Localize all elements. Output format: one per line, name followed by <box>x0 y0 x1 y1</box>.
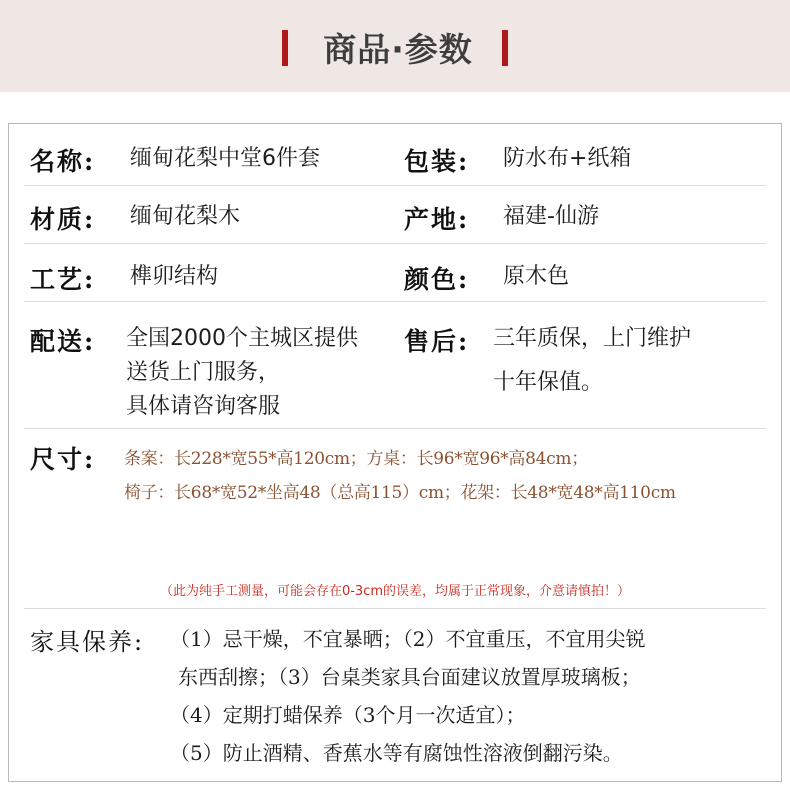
care-line: （5）防止酒精、香蕉水等有腐蚀性溶液倒翻污染。 <box>170 741 623 765</box>
care-line: 东西刮擦；（3）台桌类家具台面建议放置厚玻璃板； <box>178 665 641 689</box>
size-line: 条案：长228*宽55*高120cm；方桌：长96*宽96*高84cm； <box>124 449 588 469</box>
craft-label: 工艺: <box>30 265 96 294</box>
page-title: 商品·参数 <box>323 30 473 69</box>
name-label: 名称: <box>30 147 96 176</box>
after-sales-line: 三年质保，上门维护 <box>493 326 692 351</box>
measurement-note: （此为纯手工测量，可能会存在0-3cm的误差，均属于正常现象，介意请慎拍！） <box>159 584 631 599</box>
row-divider <box>24 301 766 302</box>
header-banner <box>0 0 790 92</box>
size-label: 尺寸: <box>30 445 96 474</box>
after-sales-line: 十年保值。 <box>493 370 604 395</box>
origin-label: 产地: <box>404 205 470 234</box>
care-line: （1）忌干燥，不宜暴晒；（2）不宜重压，不宜用尖锐 <box>170 627 646 651</box>
left-accent-bar <box>282 30 288 66</box>
row-divider <box>24 428 766 429</box>
delivery-line: 送货上门服务， <box>126 360 281 385</box>
care-line: （4）定期打蜡保养（3个月一次适宜）； <box>170 703 526 727</box>
row-divider <box>24 608 766 609</box>
after-sales-label: 售后: <box>404 327 470 356</box>
delivery-line: 具体请咨询客服 <box>126 394 281 419</box>
row-divider <box>24 185 766 186</box>
right-accent-bar <box>502 30 508 66</box>
care-label: 家具保养: <box>30 628 145 656</box>
color-label: 颜色: <box>404 265 470 294</box>
origin-value: 福建-仙游 <box>503 204 599 229</box>
color-value: 原木色 <box>503 264 570 289</box>
delivery-label: 配送: <box>30 327 96 356</box>
size-line: 椅子：长68*宽52*坐高48（总高115）cm；花架：长48*宽48*高110cm <box>124 483 676 503</box>
packaging-label: 包装: <box>404 147 470 176</box>
material-label: 材质: <box>30 205 96 234</box>
row-divider <box>24 243 766 244</box>
material-value: 缅甸花梨木 <box>130 204 241 229</box>
craft-value: 榫卯结构 <box>130 264 219 289</box>
packaging-value: 防水布+纸箱 <box>503 146 632 171</box>
delivery-line: 全国2000个主城区提供 <box>126 326 358 351</box>
name-value: 缅甸花梨中堂6件套 <box>130 146 320 171</box>
